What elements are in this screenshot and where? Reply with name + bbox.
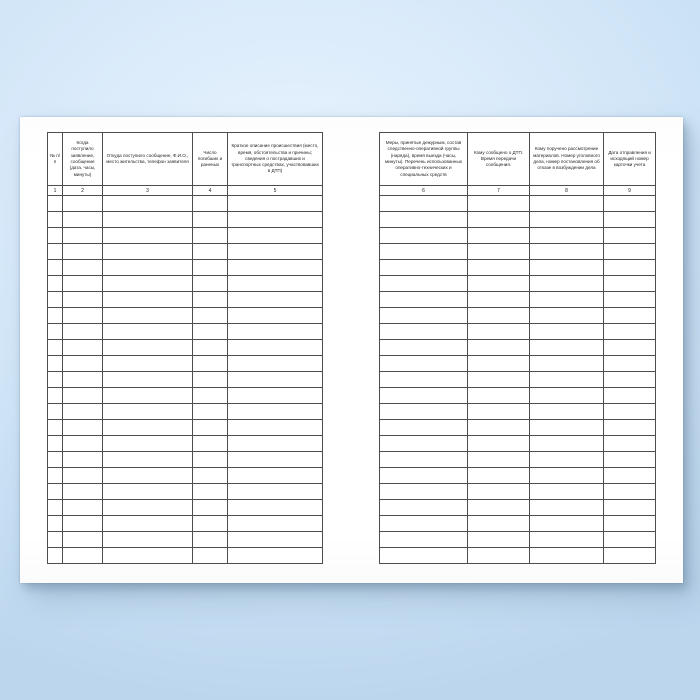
- column-number-2: 2: [63, 186, 103, 196]
- empty-cell: [63, 308, 103, 324]
- empty-entry-row: [380, 244, 656, 260]
- empty-cell: [63, 516, 103, 532]
- empty-cell: [380, 244, 468, 260]
- empty-cell: [193, 500, 228, 516]
- empty-cell: [48, 260, 63, 276]
- empty-entry-row: [48, 484, 323, 500]
- column-header-7: Кому сообщено о ДТП. Время передачи сообщения.: [468, 133, 530, 186]
- journal-spread-paper: [20, 117, 683, 583]
- empty-cell: [193, 228, 228, 244]
- empty-entry-row: [48, 244, 323, 260]
- empty-cell: [380, 212, 468, 228]
- empty-cell: [468, 388, 530, 404]
- empty-cell: [48, 404, 63, 420]
- empty-entry-row: [48, 308, 323, 324]
- empty-cell: [604, 500, 656, 516]
- empty-cell: [103, 404, 193, 420]
- empty-cell: [48, 420, 63, 436]
- empty-cell: [380, 340, 468, 356]
- empty-cell: [468, 452, 530, 468]
- column-number-8: 8: [530, 186, 604, 196]
- empty-cell: [604, 452, 656, 468]
- empty-cell: [604, 372, 656, 388]
- empty-cell: [193, 356, 228, 372]
- empty-cell: [468, 260, 530, 276]
- empty-cell: [380, 228, 468, 244]
- column-header-3: Откуда поступило сообщение, Ф.И.О., место жительства, телефон заявителя: [103, 133, 193, 186]
- empty-cell: [63, 548, 103, 564]
- empty-cell: [193, 276, 228, 292]
- empty-entry-row: [48, 340, 323, 356]
- empty-cell: [48, 548, 63, 564]
- empty-cell: [468, 340, 530, 356]
- empty-cell: [530, 340, 604, 356]
- empty-entry-row: [380, 228, 656, 244]
- empty-cell: [193, 196, 228, 212]
- empty-cell: [530, 452, 604, 468]
- empty-cell: [48, 372, 63, 388]
- empty-cell: [228, 196, 323, 212]
- column-number-9: 9: [604, 186, 656, 196]
- empty-entry-row: [48, 276, 323, 292]
- empty-cell: [604, 484, 656, 500]
- empty-entry-row: [48, 356, 323, 372]
- empty-cell: [48, 340, 63, 356]
- empty-cell: [468, 212, 530, 228]
- empty-entry-row: [380, 196, 656, 212]
- empty-cell: [228, 388, 323, 404]
- empty-cell: [468, 532, 530, 548]
- empty-cell: [63, 276, 103, 292]
- empty-cell: [103, 292, 193, 308]
- column-number-5: 5: [228, 186, 323, 196]
- empty-cell: [604, 212, 656, 228]
- empty-entry-row: [380, 468, 656, 484]
- empty-cell: [530, 420, 604, 436]
- column-header-8: Кому поручено рассмотрение материалов. Номер уголовного дела, номер постановления об отказе в возбуждении дела: [530, 133, 604, 186]
- empty-entry-row: [48, 516, 323, 532]
- empty-cell: [63, 244, 103, 260]
- empty-entry-row: [48, 292, 323, 308]
- empty-cell: [380, 484, 468, 500]
- empty-cell: [48, 484, 63, 500]
- empty-cell: [530, 244, 604, 260]
- empty-cell: [530, 276, 604, 292]
- empty-cell: [604, 340, 656, 356]
- empty-cell: [63, 340, 103, 356]
- empty-entry-row: [380, 420, 656, 436]
- empty-cell: [193, 436, 228, 452]
- empty-entry-row: [380, 404, 656, 420]
- empty-cell: [63, 404, 103, 420]
- empty-entry-row: [380, 548, 656, 564]
- column-number-6: 6: [380, 186, 468, 196]
- empty-cell: [63, 388, 103, 404]
- empty-cell: [228, 484, 323, 500]
- empty-cell: [228, 260, 323, 276]
- empty-cell: [193, 388, 228, 404]
- empty-entry-row: [48, 452, 323, 468]
- empty-cell: [193, 260, 228, 276]
- empty-cell: [604, 356, 656, 372]
- empty-cell: [103, 532, 193, 548]
- empty-cell: [468, 196, 530, 212]
- empty-cell: [103, 228, 193, 244]
- empty-cell: [468, 500, 530, 516]
- empty-cell: [228, 308, 323, 324]
- empty-cell: [228, 372, 323, 388]
- empty-cell: [193, 452, 228, 468]
- empty-cell: [63, 212, 103, 228]
- empty-cell: [380, 356, 468, 372]
- empty-cell: [193, 468, 228, 484]
- empty-cell: [380, 500, 468, 516]
- empty-cell: [468, 324, 530, 340]
- empty-cell: [103, 340, 193, 356]
- column-number-3: 3: [103, 186, 193, 196]
- empty-entry-row: [48, 436, 323, 452]
- empty-cell: [380, 260, 468, 276]
- empty-entry-row: [380, 500, 656, 516]
- empty-cell: [604, 308, 656, 324]
- empty-cell: [380, 276, 468, 292]
- empty-cell: [468, 276, 530, 292]
- empty-entry-row: [48, 372, 323, 388]
- empty-cell: [604, 420, 656, 436]
- empty-entry-row: [380, 340, 656, 356]
- empty-cell: [193, 548, 228, 564]
- column-header-2: Когда поступило заявление, сообщение (дата, часы, минуты): [63, 133, 103, 186]
- empty-cell: [48, 308, 63, 324]
- empty-cell: [63, 532, 103, 548]
- empty-cell: [604, 276, 656, 292]
- left-header-row: [48, 133, 323, 186]
- empty-entry-row: [380, 532, 656, 548]
- column-header-1: № п/п: [48, 133, 63, 186]
- empty-cell: [468, 372, 530, 388]
- empty-cell: [193, 516, 228, 532]
- empty-cell: [228, 340, 323, 356]
- empty-cell: [193, 244, 228, 260]
- empty-cell: [228, 420, 323, 436]
- empty-entry-row: [48, 228, 323, 244]
- empty-entry-row: [48, 324, 323, 340]
- empty-entry-row: [48, 260, 323, 276]
- empty-cell: [48, 292, 63, 308]
- empty-cell: [530, 260, 604, 276]
- empty-cell: [604, 548, 656, 564]
- empty-cell: [468, 404, 530, 420]
- empty-cell: [604, 260, 656, 276]
- empty-cell: [380, 372, 468, 388]
- empty-cell: [48, 516, 63, 532]
- empty-cell: [380, 516, 468, 532]
- empty-cell: [48, 532, 63, 548]
- empty-cell: [63, 196, 103, 212]
- left-page-table: [47, 132, 323, 564]
- empty-entry-row: [48, 500, 323, 516]
- empty-cell: [604, 244, 656, 260]
- empty-cell: [530, 516, 604, 532]
- empty-cell: [380, 532, 468, 548]
- empty-cell: [103, 356, 193, 372]
- empty-cell: [63, 228, 103, 244]
- empty-cell: [380, 468, 468, 484]
- empty-cell: [103, 484, 193, 500]
- empty-cell: [228, 532, 323, 548]
- empty-cell: [103, 500, 193, 516]
- empty-cell: [530, 292, 604, 308]
- empty-cell: [228, 276, 323, 292]
- empty-cell: [228, 212, 323, 228]
- empty-cell: [604, 532, 656, 548]
- empty-cell: [530, 484, 604, 500]
- empty-cell: [604, 404, 656, 420]
- empty-entry-row: [380, 356, 656, 372]
- empty-entry-row: [48, 548, 323, 564]
- empty-cell: [228, 452, 323, 468]
- empty-cell: [103, 244, 193, 260]
- empty-cell: [48, 276, 63, 292]
- empty-entry-row: [48, 404, 323, 420]
- empty-cell: [604, 228, 656, 244]
- empty-entry-row: [380, 452, 656, 468]
- empty-entry-row: [380, 372, 656, 388]
- empty-cell: [380, 436, 468, 452]
- empty-cell: [468, 468, 530, 484]
- empty-cell: [530, 404, 604, 420]
- empty-cell: [63, 436, 103, 452]
- empty-entry-row: [380, 260, 656, 276]
- empty-cell: [193, 404, 228, 420]
- empty-cell: [530, 388, 604, 404]
- empty-cell: [468, 420, 530, 436]
- empty-cell: [604, 468, 656, 484]
- empty-cell: [103, 436, 193, 452]
- empty-cell: [48, 324, 63, 340]
- empty-cell: [380, 196, 468, 212]
- empty-cell: [48, 452, 63, 468]
- empty-cell: [604, 436, 656, 452]
- empty-cell: [103, 260, 193, 276]
- empty-entry-row: [48, 388, 323, 404]
- empty-cell: [468, 436, 530, 452]
- empty-cell: [228, 516, 323, 532]
- empty-entry-row: [380, 388, 656, 404]
- column-number-1: 1: [48, 186, 63, 196]
- empty-cell: [468, 516, 530, 532]
- empty-cell: [468, 308, 530, 324]
- empty-cell: [604, 388, 656, 404]
- empty-cell: [228, 228, 323, 244]
- empty-cell: [228, 404, 323, 420]
- empty-cell: [193, 372, 228, 388]
- empty-cell: [103, 420, 193, 436]
- empty-cell: [103, 196, 193, 212]
- empty-cell: [228, 324, 323, 340]
- right-page-table: [379, 132, 656, 564]
- empty-cell: [63, 324, 103, 340]
- empty-cell: [103, 212, 193, 228]
- empty-cell: [228, 548, 323, 564]
- empty-cell: [530, 372, 604, 388]
- empty-cell: [103, 276, 193, 292]
- empty-cell: [530, 228, 604, 244]
- empty-cell: [63, 452, 103, 468]
- column-number-7: 7: [468, 186, 530, 196]
- empty-cell: [380, 308, 468, 324]
- empty-cell: [63, 420, 103, 436]
- empty-cell: [193, 340, 228, 356]
- empty-cell: [468, 228, 530, 244]
- empty-entry-row: [380, 324, 656, 340]
- empty-cell: [103, 388, 193, 404]
- empty-entry-row: [380, 484, 656, 500]
- empty-cell: [228, 468, 323, 484]
- empty-cell: [48, 244, 63, 260]
- empty-cell: [604, 196, 656, 212]
- empty-cell: [103, 516, 193, 532]
- empty-cell: [63, 260, 103, 276]
- empty-cell: [468, 244, 530, 260]
- empty-cell: [468, 356, 530, 372]
- empty-cell: [48, 388, 63, 404]
- empty-cell: [193, 308, 228, 324]
- empty-cell: [48, 212, 63, 228]
- empty-cell: [468, 548, 530, 564]
- column-header-4: Число погибших и раненых: [193, 133, 228, 186]
- column-number-4: 4: [193, 186, 228, 196]
- empty-cell: [380, 452, 468, 468]
- empty-cell: [228, 500, 323, 516]
- empty-cell: [193, 484, 228, 500]
- empty-cell: [103, 324, 193, 340]
- empty-entry-row: [48, 196, 323, 212]
- empty-cell: [193, 324, 228, 340]
- empty-cell: [380, 548, 468, 564]
- empty-cell: [468, 484, 530, 500]
- empty-cell: [63, 468, 103, 484]
- empty-cell: [48, 436, 63, 452]
- empty-cell: [103, 372, 193, 388]
- column-header-6: Меры, принятые дежурным, состав следственно-оперативной группы (наряда), время выезда (часы, минуты). Перечень использованных оперативно-технических и специальных средств: [380, 133, 468, 186]
- empty-cell: [193, 532, 228, 548]
- empty-cell: [48, 500, 63, 516]
- empty-cell: [530, 196, 604, 212]
- empty-entry-row: [380, 292, 656, 308]
- empty-cell: [48, 356, 63, 372]
- empty-cell: [193, 292, 228, 308]
- empty-cell: [48, 196, 63, 212]
- empty-cell: [380, 404, 468, 420]
- empty-cell: [228, 292, 323, 308]
- empty-entry-row: [48, 420, 323, 436]
- empty-cell: [63, 500, 103, 516]
- empty-entry-row: [380, 436, 656, 452]
- empty-cell: [530, 308, 604, 324]
- empty-entry-row: [48, 532, 323, 548]
- empty-cell: [530, 212, 604, 228]
- empty-cell: [63, 484, 103, 500]
- empty-cell: [48, 468, 63, 484]
- empty-cell: [193, 212, 228, 228]
- empty-cell: [63, 372, 103, 388]
- empty-cell: [380, 292, 468, 308]
- empty-cell: [468, 292, 530, 308]
- empty-cell: [530, 356, 604, 372]
- column-header-5: Краткое описание происшествия (место, время, обстоятельства и причины; сведения о пострадавших и транспортных средствах, участвовавших в ДТП): [228, 133, 323, 186]
- empty-entry-row: [380, 212, 656, 228]
- empty-cell: [228, 244, 323, 260]
- empty-cell: [63, 292, 103, 308]
- empty-cell: [103, 452, 193, 468]
- empty-cell: [530, 324, 604, 340]
- empty-cell: [530, 532, 604, 548]
- empty-cell: [380, 420, 468, 436]
- empty-cell: [530, 548, 604, 564]
- empty-entry-row: [380, 516, 656, 532]
- empty-cell: [380, 388, 468, 404]
- empty-entry-row: [380, 308, 656, 324]
- empty-cell: [530, 436, 604, 452]
- empty-cell: [380, 324, 468, 340]
- right-header-row: [380, 133, 656, 186]
- empty-cell: [530, 500, 604, 516]
- empty-cell: [604, 292, 656, 308]
- right-column-number-row: [380, 186, 656, 196]
- empty-entry-row: [48, 468, 323, 484]
- empty-cell: [228, 356, 323, 372]
- empty-entry-row: [380, 276, 656, 292]
- empty-cell: [48, 228, 63, 244]
- empty-cell: [604, 516, 656, 532]
- empty-cell: [193, 420, 228, 436]
- column-header-9: Дата отправления и исходящий номер карточки учета: [604, 133, 656, 186]
- empty-cell: [103, 308, 193, 324]
- empty-cell: [103, 468, 193, 484]
- empty-cell: [604, 324, 656, 340]
- empty-cell: [530, 468, 604, 484]
- empty-entry-row: [48, 212, 323, 228]
- empty-cell: [103, 548, 193, 564]
- empty-cell: [228, 436, 323, 452]
- left-column-number-row: [48, 186, 323, 196]
- empty-cell: [63, 356, 103, 372]
